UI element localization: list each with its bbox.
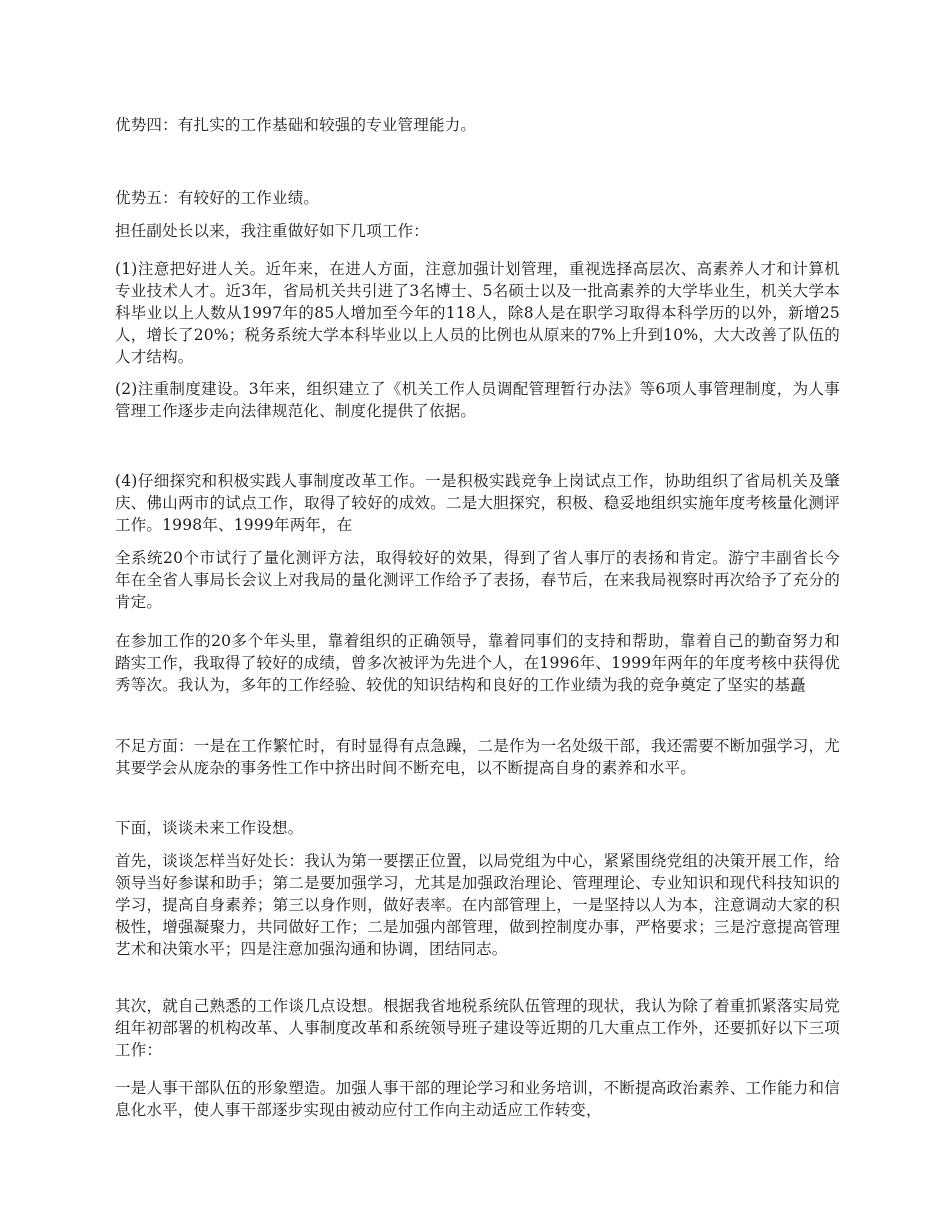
- paragraph-item-2-system-building: (2)注重制度建设。3年来，组织建立了《机关工作人员调配管理暂行办法》等6项人事管理制度，为人事管理工作逐步走向法律规范化、制度化提供了依据。: [115, 380, 840, 420]
- paragraph-work-ideas: 其次，就自己熟悉的工作谈几点设想。根据我省地税系统队伍管理的现状，我认为除了着重抓紧落实局党组年初部署的机构改革、人事制度改革和系统领导班子建设等近期的几大重点工作外，还要抓好以下三项工作：: [115, 997, 840, 1059]
- paragraph-evaluation-results: 全系统20个市试行了量化测评方法，取得较好的效果，得到了省人事厅的表扬和肯定。游宁丰副省长今年在全省人事局长会议上对我局的量化测评工作给予了表扬，春节后，在来我局视察时再次给予了充分的肯定。: [115, 549, 840, 611]
- paragraph-shortcomings: 不足方面：一是在工作繁忙时，有时显得有点急躁，二是作为一名处级干部，我还需要不断加强学习，尤其要学会从庞杂的事务性工作中挤出时间不断充电，以不断提高自身的素养和水平。: [115, 737, 840, 777]
- paragraph-personnel-image: 一是人事干部队伍的形象塑造。加强人事干部的理论学习和业务培训，不断提高政治素养、工作能力和信息化水平，使人事干部逐步实现由被动应付工作向主动适应工作转变，: [115, 1079, 840, 1119]
- paragraph-work-intro: 担任副处长以来，我注重做好如下几项工作：: [115, 222, 430, 240]
- paragraph-item-4-reform: (4)仔细探究和积极实践人事制度改革工作。一是积极实践竞争上岗试点工作，协助组织了省局机关及肇庆、佛山两市的试点工作，取得了较好的成效。二是大胆探究，积极、稳妥地组织实施年度考核量化测评工作。1998年、1999年两年，在: [115, 472, 840, 534]
- paragraph-career-achievements: 在参加工作的20多个年头里，靠着组织的正确领导，靠着同事们的支持和帮助，靠着自己的勤奋努力和踏实工作，我取得了较好的成绩，曾多次被评为先进个人，在1996年、1999年两年的年度考核中获得优秀等次。我认为，多年的工作经验、较优的知识结构和良好的工作业绩为我的竞争奠定了坚实的基矗: [115, 632, 840, 694]
- paragraph-item-1-recruitment: (1)注意把好进人关。近年来，在进人方面，注意加强计划管理，重视选择高层次、高素养人才和计算机专业技术人才。近3年，省局机关共引进了3名博士、5名硕士以及一批高素养的大学毕业生，机关大学本科毕业以上人数从1997年的85人增加至今年的118人，除8人是在职学习取得本科学历的以外，新增25人，增长了20%；税务系统大学本科毕业以上人员的比例也从原来的7%上升到10%，大大改善了队伍的人才结构。: [115, 260, 840, 366]
- paragraph-advantage-four: 优势四：有扎实的工作基础和较强的专业管理能力。: [115, 116, 477, 134]
- paragraph-advantage-five: 优势五：有较好的工作业绩。: [115, 189, 320, 207]
- paragraph-future-plans-intro: 下面，谈谈未来工作设想。: [115, 819, 304, 837]
- paragraph-being-a-good-director: 首先，谈谈怎样当好处长：我认为第一要摆正位置，以局党组为中心，紧紧围绕党组的决策开展工作，给领导当好参谋和助手；第二是要加强学习，尤其是加强政治理论、管理理论、专业知识和现代科技知识的学习，提高自身素养；第三以身作则，做好表率。在内部管理上，一是坚持以人为本，注意调动大家的积极性，增强凝聚力，共同做好工作；二是加强内部管理，做到控制度办事，严格要求；三是泞意提高管理艺术和决策水平；四是注意加强沟通和协调，团结同志。: [115, 852, 840, 958]
